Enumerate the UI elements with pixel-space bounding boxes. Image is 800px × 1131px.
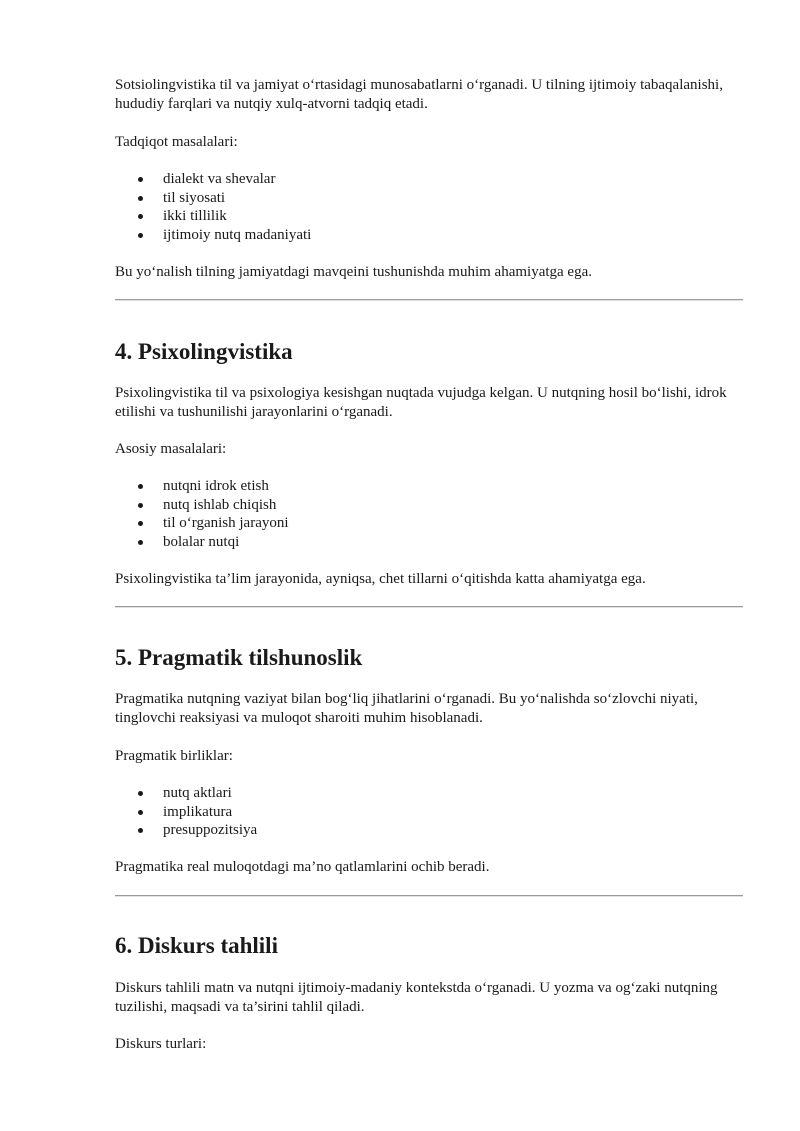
list-item: bolalar nutqi [115, 533, 743, 552]
list-item: ijtimoiy nutq madaniyati [115, 226, 743, 245]
section6-paragraph: Diskurs tahlili matn va nutqni ijtimoiy-madaniy kontekstda o‘rganadi. U yozma va og‘zaki nutqning tuzilishi, maqsadi va ta’sirini tahlil qiladi. [115, 980, 718, 1015]
intro-list [115, 170, 743, 245]
section6-list-title: Diskurs turlari: [115, 1036, 207, 1052]
section4-paragraph: Psixolingvistika til va psixologiya kesishgan nuqtada vujudga kelgan. U nutqning hosil bo‘lishi, idrok etilishi va tushunilishi jarayonlarini o‘rganadi. [115, 385, 727, 420]
list-item: dialekt va shevalar [115, 170, 743, 189]
section-divider [115, 895, 743, 897]
section4-list-title: Asosiy masalalari: [115, 441, 227, 457]
list-item: implikatura [115, 803, 743, 822]
list-item: nutq ishlab chiqish [115, 496, 743, 515]
section-divider [115, 606, 743, 608]
list-item: til o‘rganish jarayoni [115, 514, 743, 533]
list-item: til siyosati [115, 189, 743, 208]
section5-closing: Pragmatika real muloqotdagi ma’no qatlamlarini ochib beradi. [115, 859, 490, 875]
section4-list [115, 477, 743, 552]
section5-list-title: Pragmatik birliklar: [115, 748, 233, 764]
section-heading-diskurs-tahlili: 6. Diskurs tahlili [115, 933, 278, 958]
section5-list [115, 784, 743, 840]
intro-list-title: Tadqiqot masalalari: [115, 134, 238, 150]
section5-paragraph: Pragmatika nutqning vaziyat bilan bog‘liq jihatlarini o‘rganadi. Bu yo‘nalishda so‘zlovchi niyati, tinglovchi reaksiyasi va muloqot sharoiti muhim hisoblanadi. [115, 691, 698, 726]
section-heading-pragmatik-tilshunoslik: 5. Pragmatik tilshunoslik [115, 645, 363, 670]
section-divider [115, 299, 743, 301]
intro-closing: Bu yo‘nalish tilning jamiyatdagi mavqeini tushunishda muhim ahamiyatga ega. [115, 264, 592, 280]
section-heading-psixolingvistika: 4. Psixolingvistika [115, 339, 293, 364]
list-item: presuppozitsiya [115, 821, 743, 840]
section4-closing: Psixolingvistika ta’lim jarayonida, ayniqsa, chet tillarni o‘qitishda katta ahamiyatga ega. [115, 571, 646, 587]
intro-paragraph: Sotsiolingvistika til va jamiyat o‘rtasidagi munosabatlarni o‘rganadi. U tilning ijtimoiy tabaqalanishi, hududiy farqlari va nutqiy xulq-atvorni tadqiq etadi. [115, 77, 723, 112]
list-item: nutq aktlari [115, 784, 743, 803]
list-item: ikki tillilik [115, 207, 743, 226]
list-item: nutqni idrok etish [115, 477, 743, 496]
